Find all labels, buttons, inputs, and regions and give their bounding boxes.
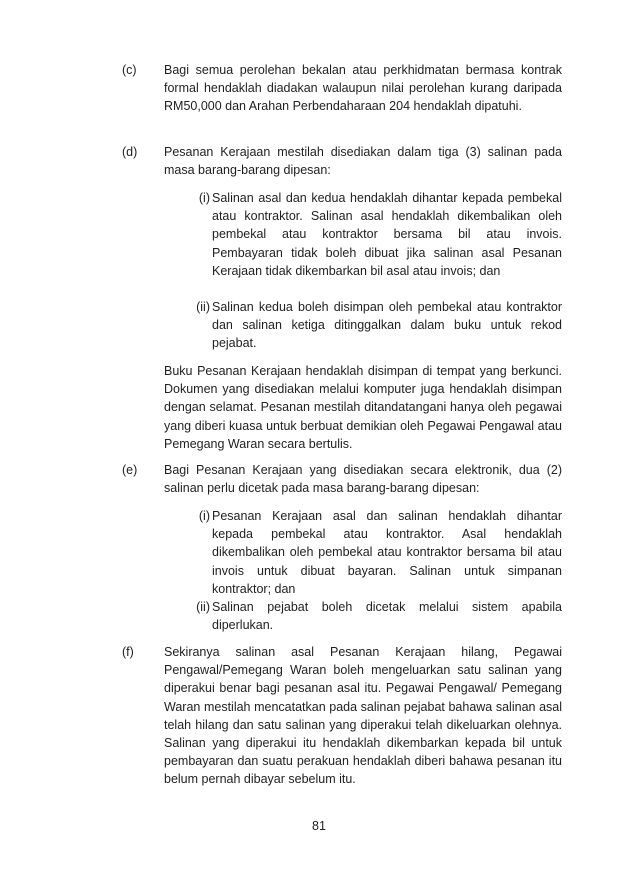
section-e-subitem-ii-text: Salinan pejabat boleh dicetak melalui sistem apabila diperlukan. xyxy=(212,600,562,633)
section-e-text: Bagi Pesanan Kerajaan yang disediakan secara elektronik, dua (2) salinan perlu dicetak pada masa barang-barang dipesan: xyxy=(164,463,562,496)
section-e-marker: (e) xyxy=(122,463,138,477)
section-d-subitem-i-marker: (i) xyxy=(198,191,210,205)
section-e-subitem-i-text: Pesanan Kerajaan asal dan salinan hendaklah dihantar kepada pembekal atau kontraktor. Asal hendaklah dikembalikan oleh pembekal atau kontraktor bersama bil atau invois untuk dibuat bayaran. Salinan untuk simpanan kontraktor; dan xyxy=(212,509,562,596)
section-e-subitem-i xyxy=(186,507,562,598)
section-d-subitem-i xyxy=(186,189,562,280)
section-e-subitem-i-marker: (i) xyxy=(198,509,210,523)
section-f-marker: (f) xyxy=(122,645,134,659)
section-f-text: Sekiranya salinan asal Pesanan Kerajaan hilang, Pegawai Pengawal/Pemegang Waran boleh mengeluarkan satu salinan yang diperakui benar bagi pesanan asal itu. Pegawai Pengawal/ Pemegang Waran mestilah mencatatkan pada salinan pejabat bahawa salinan asal telah hilang dan satu salinan yang diperakui telah dikeluarkan olehnya. Salinan yang diperakui itu hendaklah dikembarkan kepada bil untuk pembayaran dan suatu perakuan hendaklah diberi bahawa pesanan itu belum pernah dibayar sebelum itu. xyxy=(164,645,562,787)
section-d xyxy=(122,143,562,179)
section-e-subitem-ii-marker: (ii) xyxy=(196,600,210,614)
section-c-marker: (c) xyxy=(122,63,137,77)
section-d-followup: Buku Pesanan Kerajaan hendaklah disimpan di tempat yang berkunci. Dokumen yang disediakan melalui komputer juga hendaklah disimpan dengan selamat. Pesanan mestilah ditandatangani hanya oleh pegawai yang diberi kuasa untuk berbuat demikian oleh Pegawai Pengawal atau Pemegang Waran secara bertulis. xyxy=(164,364,562,451)
section-c-text: Bagi semua perolehan bekalan atau perkhidmatan bermasa kontrak formal hendaklah diadakan walaupun nilai perolehan kurang daripada RM50,000 dan Arahan Perbendaharaan 204 hendaklah dipatuhi. xyxy=(164,63,562,114)
section-e-subitem-ii xyxy=(186,598,562,634)
page-number: 81 xyxy=(312,819,326,833)
section-e xyxy=(122,461,562,497)
section-d-text: Pesanan Kerajaan mestilah disediakan dalam tiga (3) salinan pada masa barang-barang dipesan: xyxy=(164,145,562,178)
section-d-subitem-ii-marker: (ii) xyxy=(196,300,210,314)
section-d-marker: (d) xyxy=(122,145,138,159)
section-f xyxy=(122,643,562,789)
section-d-subitem-i-text: Salinan asal dan kedua hendaklah dihantar kepada pembekal atau kontraktor. Salinan asal hendaklah dikembalikan oleh pembekal atau kontraktor bersama bil atau invois. Pembayaran tidak boleh dibuat jika salinan asal Pesanan Kerajaan tidak dikembarkan bil asal atau invois; dan xyxy=(212,191,562,278)
section-c xyxy=(122,61,562,116)
section-d-subitem-ii xyxy=(186,298,562,353)
section-d-subitem-ii-text: Salinan kedua boleh disimpan oleh pembekal atau kontraktor dan salinan ketiga ditinggalkan dalam buku untuk rekod pejabat. xyxy=(212,300,562,351)
